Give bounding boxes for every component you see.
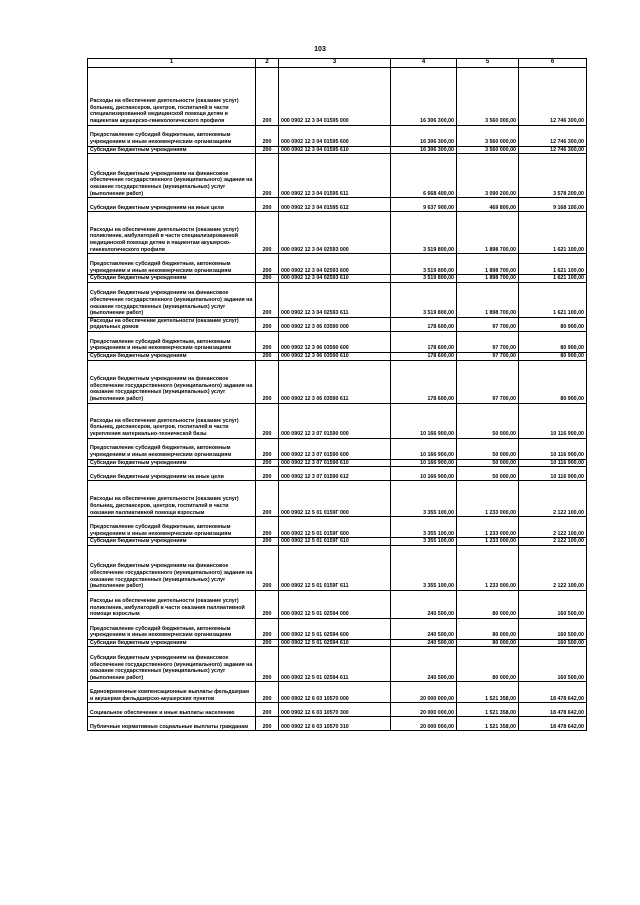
row-kvsr-code: 200 — [256, 538, 279, 546]
row-kvsr-code: 200 — [256, 639, 279, 647]
row-amount-approved: 240 500,00 — [391, 618, 457, 639]
row-amount-executed: 97 700,00 — [457, 352, 519, 360]
row-description: Предоставление субсидий бюджетным, автономным учреждениям и иным некоммерческим организациям — [88, 254, 256, 275]
row-amount-approved: 178 600,00 — [391, 360, 457, 403]
row-amount-approved: 10 166 900,00 — [391, 403, 457, 438]
row-amount-executed: 97 700,00 — [457, 331, 519, 352]
row-description: Субсидии бюджетным учреждениям — [88, 459, 256, 467]
row-amount-remaining: 2 122 100,00 — [519, 545, 587, 590]
row-description: Предоставление субсидий бюджетным, автономным учреждениям и иным некоммерческим организациям — [88, 517, 256, 538]
row-classification-code: 000 0902 12 3 07 01590 000 — [279, 403, 391, 438]
row-amount-executed: 3 090 200,00 — [457, 154, 519, 198]
row-kvsr-code: 200 — [256, 438, 279, 459]
table-row — [88, 438, 587, 459]
table-row — [88, 282, 587, 317]
row-description: Расходы на обеспечение деятельности (оказание услуг) поликлиник, амбулаторий в части оказания паллиативной помощи взрослым — [88, 590, 256, 618]
row-description: Субсидии бюджетным учреждениям на иные цели — [88, 198, 256, 212]
row-amount-executed: 1 233 000,00 — [457, 517, 519, 538]
row-description: Расходы на обеспечение деятельности (оказание услуг) больниц, диспансеров, центров, госпиталей в части укрепления материально-технической базы — [88, 403, 256, 438]
row-description: Субсидии бюджетным учреждениям — [88, 275, 256, 283]
table-row — [88, 331, 587, 352]
row-description: Публичные нормативные социальные выплаты гражданам — [88, 717, 256, 731]
table-row — [88, 647, 587, 682]
row-amount-remaining: 2 122 100,00 — [519, 538, 587, 546]
row-amount-remaining: 80 900,00 — [519, 360, 587, 403]
row-amount-approved: 240 500,00 — [391, 639, 457, 647]
row-amount-remaining: 2 122 100,00 — [519, 517, 587, 538]
row-description: Субсидии бюджетным учреждениям — [88, 352, 256, 360]
row-description: Предоставление субсидий бюджетным, автономным учреждениям и иным некоммерческим организациям — [88, 331, 256, 352]
row-classification-code: 000 0902 12 3 04 01595 000 — [279, 67, 391, 125]
budget-table — [87, 58, 587, 731]
row-amount-executed: 1 898 700,00 — [457, 212, 519, 254]
row-amount-approved: 3 355 100,00 — [391, 545, 457, 590]
row-description: Расходы на обеспечение деятельности (оказание услуг) больниц, диспансеров, центров, госпиталей в части специализированной медицинской помощи детям и пациентам акушерско-гинекологического профиля — [88, 67, 256, 125]
row-classification-code: 000 0902 12 5 01 02594 000 — [279, 590, 391, 618]
row-amount-approved: 3 519 800,00 — [391, 212, 457, 254]
row-amount-remaining: 3 578 200,00 — [519, 154, 587, 198]
row-amount-approved: 10 166 900,00 — [391, 459, 457, 467]
row-kvsr-code: 200 — [256, 590, 279, 618]
row-amount-approved: 20 000 000,00 — [391, 717, 457, 731]
row-amount-remaining: 9 168 100,00 — [519, 198, 587, 212]
row-amount-remaining: 80 900,00 — [519, 317, 587, 331]
row-amount-remaining: 2 122 100,00 — [519, 481, 587, 517]
row-amount-approved: 10 166 900,00 — [391, 467, 457, 481]
row-classification-code: 000 0902 12 3 04 02593 611 — [279, 282, 391, 317]
row-kvsr-code: 200 — [256, 403, 279, 438]
row-amount-approved: 3 355 100,00 — [391, 538, 457, 546]
row-kvsr-code: 200 — [256, 275, 279, 283]
row-amount-executed: 1 898 700,00 — [457, 275, 519, 283]
row-amount-remaining: 160 500,00 — [519, 639, 587, 647]
table-row — [88, 481, 587, 517]
row-amount-executed: 50 000,00 — [457, 467, 519, 481]
row-amount-remaining: 18 478 642,00 — [519, 703, 587, 717]
table-row — [88, 682, 587, 703]
row-description: Субсидии бюджетным учреждениям на финансовое обеспечение государственного (муниципального) задания на оказание государственных (муниципальных) услуг (выполнение работ) — [88, 282, 256, 317]
row-kvsr-code: 200 — [256, 682, 279, 703]
row-description: Субсидии бюджетным учреждениям — [88, 146, 256, 154]
row-amount-executed: 1 898 700,00 — [457, 282, 519, 317]
row-amount-executed: 80 000,00 — [457, 618, 519, 639]
row-classification-code: 000 0902 12 3 04 02593 600 — [279, 254, 391, 275]
row-amount-approved: 16 306 300,00 — [391, 67, 457, 125]
table-row — [88, 467, 587, 481]
row-amount-remaining: 1 621 100,00 — [519, 254, 587, 275]
row-classification-code: 000 0902 12 3 04 01595 612 — [279, 198, 391, 212]
row-classification-code: 000 0902 12 5 01 0159Г 610 — [279, 538, 391, 546]
row-amount-executed: 80 000,00 — [457, 647, 519, 682]
row-amount-executed: 469 800,00 — [457, 198, 519, 212]
row-kvsr-code: 200 — [256, 125, 279, 146]
row-kvsr-code: 200 — [256, 352, 279, 360]
row-description: Предоставление субсидий бюджетным, автономным учреждениям и иным некоммерческим организациям — [88, 438, 256, 459]
row-kvsr-code: 200 — [256, 545, 279, 590]
row-description: Расходы на обеспечение деятельности (оказание услуг) больниц, диспансеров, центров, госпиталей в части оказания паллиативной помощи взрослым — [88, 481, 256, 517]
row-description: Предоставление субсидий бюджетным, автономным учреждениям и иным некоммерческим организациям — [88, 125, 256, 146]
table-row — [88, 538, 587, 546]
row-amount-remaining: 1 621 100,00 — [519, 275, 587, 283]
row-amount-executed: 1 521 358,00 — [457, 703, 519, 717]
row-kvsr-code: 200 — [256, 154, 279, 198]
row-amount-approved: 240 500,00 — [391, 590, 457, 618]
table-row — [88, 317, 587, 331]
row-kvsr-code: 200 — [256, 647, 279, 682]
row-amount-approved: 240 500,00 — [391, 647, 457, 682]
row-amount-executed: 1 898 700,00 — [457, 254, 519, 275]
row-classification-code: 000 0902 12 3 04 02593 610 — [279, 275, 391, 283]
column-header-5: 5 — [457, 59, 519, 68]
row-kvsr-code: 200 — [256, 703, 279, 717]
row-kvsr-code: 200 — [256, 282, 279, 317]
table-row — [88, 352, 587, 360]
row-kvsr-code: 200 — [256, 467, 279, 481]
row-amount-approved: 16 306 300,00 — [391, 146, 457, 154]
row-classification-code: 000 0902 12 5 01 02594 600 — [279, 618, 391, 639]
row-amount-executed: 50 000,00 — [457, 459, 519, 467]
row-kvsr-code: 200 — [256, 198, 279, 212]
row-amount-remaining: 12 746 300,00 — [519, 125, 587, 146]
row-classification-code: 000 0902 12 3 06 03590 610 — [279, 352, 391, 360]
row-description: Предоставление субсидий бюджетным, автономным учреждениям и иным некоммерческим организациям — [88, 618, 256, 639]
row-amount-remaining: 80 900,00 — [519, 331, 587, 352]
row-amount-executed: 3 560 000,00 — [457, 125, 519, 146]
row-amount-executed: 1 521 358,00 — [457, 717, 519, 731]
row-kvsr-code: 200 — [256, 331, 279, 352]
column-header-6: 6 — [519, 59, 587, 68]
row-amount-remaining: 12 746 300,00 — [519, 67, 587, 125]
row-amount-remaining: 10 116 900,00 — [519, 459, 587, 467]
table-row — [88, 67, 587, 125]
row-amount-approved: 178 600,00 — [391, 317, 457, 331]
table-row — [88, 254, 587, 275]
table-row — [88, 639, 587, 647]
row-amount-remaining: 1 621 100,00 — [519, 282, 587, 317]
row-amount-approved: 3 519 800,00 — [391, 275, 457, 283]
table-row — [88, 545, 587, 590]
table-row — [88, 403, 587, 438]
row-description: Субсидии бюджетным учреждениям на финансовое обеспечение государственного (муниципального) задания на оказание государственных (муниципальных) услуг (выполнение работ) — [88, 154, 256, 198]
row-classification-code: 000 0902 12 3 07 01590 610 — [279, 459, 391, 467]
row-amount-executed: 1 233 000,00 — [457, 538, 519, 546]
table-row — [88, 618, 587, 639]
row-amount-approved: 20 000 000,00 — [391, 682, 457, 703]
table-row — [88, 275, 587, 283]
row-classification-code: 000 0902 12 3 06 03590 000 — [279, 317, 391, 331]
row-kvsr-code: 200 — [256, 459, 279, 467]
row-amount-remaining: 10 116 900,00 — [519, 467, 587, 481]
row-amount-approved: 3 355 100,00 — [391, 517, 457, 538]
row-amount-executed: 3 560 000,00 — [457, 146, 519, 154]
table-row — [88, 360, 587, 403]
row-classification-code: 000 0902 12 6 03 10570 300 — [279, 703, 391, 717]
row-amount-executed: 97 700,00 — [457, 360, 519, 403]
row-classification-code: 000 0902 12 5 01 0159Г 611 — [279, 545, 391, 590]
row-classification-code: 000 0902 12 5 01 0159Г 000 — [279, 481, 391, 517]
row-amount-approved: 20 000 000,00 — [391, 703, 457, 717]
row-description: Субсидии бюджетным учреждениям на финансовое обеспечение государственного (муниципального) задания на оказание государственных (муниципальных) услуг (выполнение работ) — [88, 360, 256, 403]
row-amount-remaining: 80 900,00 — [519, 352, 587, 360]
row-kvsr-code: 200 — [256, 317, 279, 331]
row-classification-code: 000 0902 12 3 06 03590 611 — [279, 360, 391, 403]
table-row — [88, 154, 587, 198]
row-amount-executed: 97 700,00 — [457, 317, 519, 331]
row-amount-approved: 10 166 900,00 — [391, 438, 457, 459]
table-row — [88, 125, 587, 146]
row-amount-remaining: 160 500,00 — [519, 618, 587, 639]
row-kvsr-code: 200 — [256, 212, 279, 254]
row-kvsr-code: 200 — [256, 717, 279, 731]
row-amount-executed: 50 000,00 — [457, 403, 519, 438]
table-row — [88, 146, 587, 154]
row-kvsr-code: 200 — [256, 254, 279, 275]
column-header-3: 3 — [279, 59, 391, 68]
table-row — [88, 198, 587, 212]
row-amount-executed: 1 521 358,00 — [457, 682, 519, 703]
row-amount-approved: 3 519 800,00 — [391, 282, 457, 317]
table-row — [88, 590, 587, 618]
row-description: Субсидии бюджетным учреждениям — [88, 538, 256, 546]
row-amount-remaining: 18 478 642,00 — [519, 717, 587, 731]
row-kvsr-code: 200 — [256, 360, 279, 403]
table-row — [88, 212, 587, 254]
row-kvsr-code: 200 — [256, 67, 279, 125]
row-description: Субсидии бюджетным учреждениям на финансовое обеспечение государственного (муниципального) задания на оказание государственных (муниципальных) услуг (выполнение работ) — [88, 545, 256, 590]
row-description: Социальное обеспечение и иные выплаты населению — [88, 703, 256, 717]
table-header — [88, 59, 587, 68]
row-classification-code: 000 0902 12 3 04 02593 000 — [279, 212, 391, 254]
row-description: Субсидии бюджетным учреждениям на финансовое обеспечение государственного (муниципального) задания на оказание государственных (муниципальных) услуг (выполнение работ) — [88, 647, 256, 682]
row-amount-remaining: 1 621 100,00 — [519, 212, 587, 254]
row-amount-executed: 1 233 000,00 — [457, 481, 519, 517]
table-row — [88, 459, 587, 467]
row-kvsr-code: 200 — [256, 481, 279, 517]
row-kvsr-code: 200 — [256, 517, 279, 538]
row-amount-remaining: 10 116 900,00 — [519, 438, 587, 459]
column-header-2: 2 — [256, 59, 279, 68]
row-classification-code: 000 0902 12 6 03 10570 000 — [279, 682, 391, 703]
row-amount-remaining: 18 478 642,00 — [519, 682, 587, 703]
row-amount-remaining: 12 746 300,00 — [519, 146, 587, 154]
row-classification-code: 000 0902 12 3 07 01590 612 — [279, 467, 391, 481]
table-body — [88, 67, 587, 731]
row-amount-executed: 50 000,00 — [457, 438, 519, 459]
table-row — [88, 717, 587, 731]
row-amount-approved: 6 668 400,00 — [391, 154, 457, 198]
table-row — [88, 703, 587, 717]
row-description: Единовременные компенсационные выплаты фельдшерам и акушерам фельдшерско-акушерских пунктов — [88, 682, 256, 703]
row-kvsr-code: 200 — [256, 146, 279, 154]
row-classification-code: 000 0902 12 3 04 01595 611 — [279, 154, 391, 198]
row-classification-code: 000 0902 12 5 01 02594 611 — [279, 647, 391, 682]
row-amount-approved: 3 519 800,00 — [391, 254, 457, 275]
row-description: Субсидии бюджетным учреждениям — [88, 639, 256, 647]
row-classification-code: 000 0902 12 5 01 0159Г 600 — [279, 517, 391, 538]
row-description: Субсидии бюджетным учреждениям на иные цели — [88, 467, 256, 481]
column-header-1: 1 — [88, 59, 256, 68]
row-classification-code: 000 0902 12 3 04 01595 600 — [279, 125, 391, 146]
row-amount-executed: 80 000,00 — [457, 639, 519, 647]
row-amount-approved: 178 600,00 — [391, 331, 457, 352]
row-amount-approved: 3 355 100,00 — [391, 481, 457, 517]
page-number: 103 — [314, 46, 326, 53]
row-amount-approved: 16 306 300,00 — [391, 125, 457, 146]
table-header-row — [88, 59, 587, 68]
row-amount-remaining: 10 116 900,00 — [519, 403, 587, 438]
row-amount-executed: 1 233 000,00 — [457, 545, 519, 590]
row-classification-code: 000 0902 12 3 04 01595 610 — [279, 146, 391, 154]
row-classification-code: 000 0902 12 3 07 01590 600 — [279, 438, 391, 459]
table-row — [88, 517, 587, 538]
row-amount-executed: 80 000,00 — [457, 590, 519, 618]
row-amount-remaining: 160 500,00 — [519, 647, 587, 682]
row-amount-approved: 9 637 900,00 — [391, 198, 457, 212]
row-amount-executed: 3 560 000,00 — [457, 67, 519, 125]
row-description: Расходы на обеспечение деятельности (оказание услуг) поликлиник, амбулаторий в части специализированной медицинской помощи детям и пациентам акушерско-гинекологического профиля — [88, 212, 256, 254]
row-amount-approved: 178 600,00 — [391, 352, 457, 360]
row-classification-code: 000 0902 12 3 06 03590 600 — [279, 331, 391, 352]
column-header-4: 4 — [391, 59, 457, 68]
row-description: Расходы на обеспечение деятельности (оказание услуг) родильных домов — [88, 317, 256, 331]
row-classification-code: 000 0902 12 6 03 10570 310 — [279, 717, 391, 731]
row-kvsr-code: 200 — [256, 618, 279, 639]
row-classification-code: 000 0902 12 5 01 02594 610 — [279, 639, 391, 647]
row-amount-remaining: 160 500,00 — [519, 590, 587, 618]
